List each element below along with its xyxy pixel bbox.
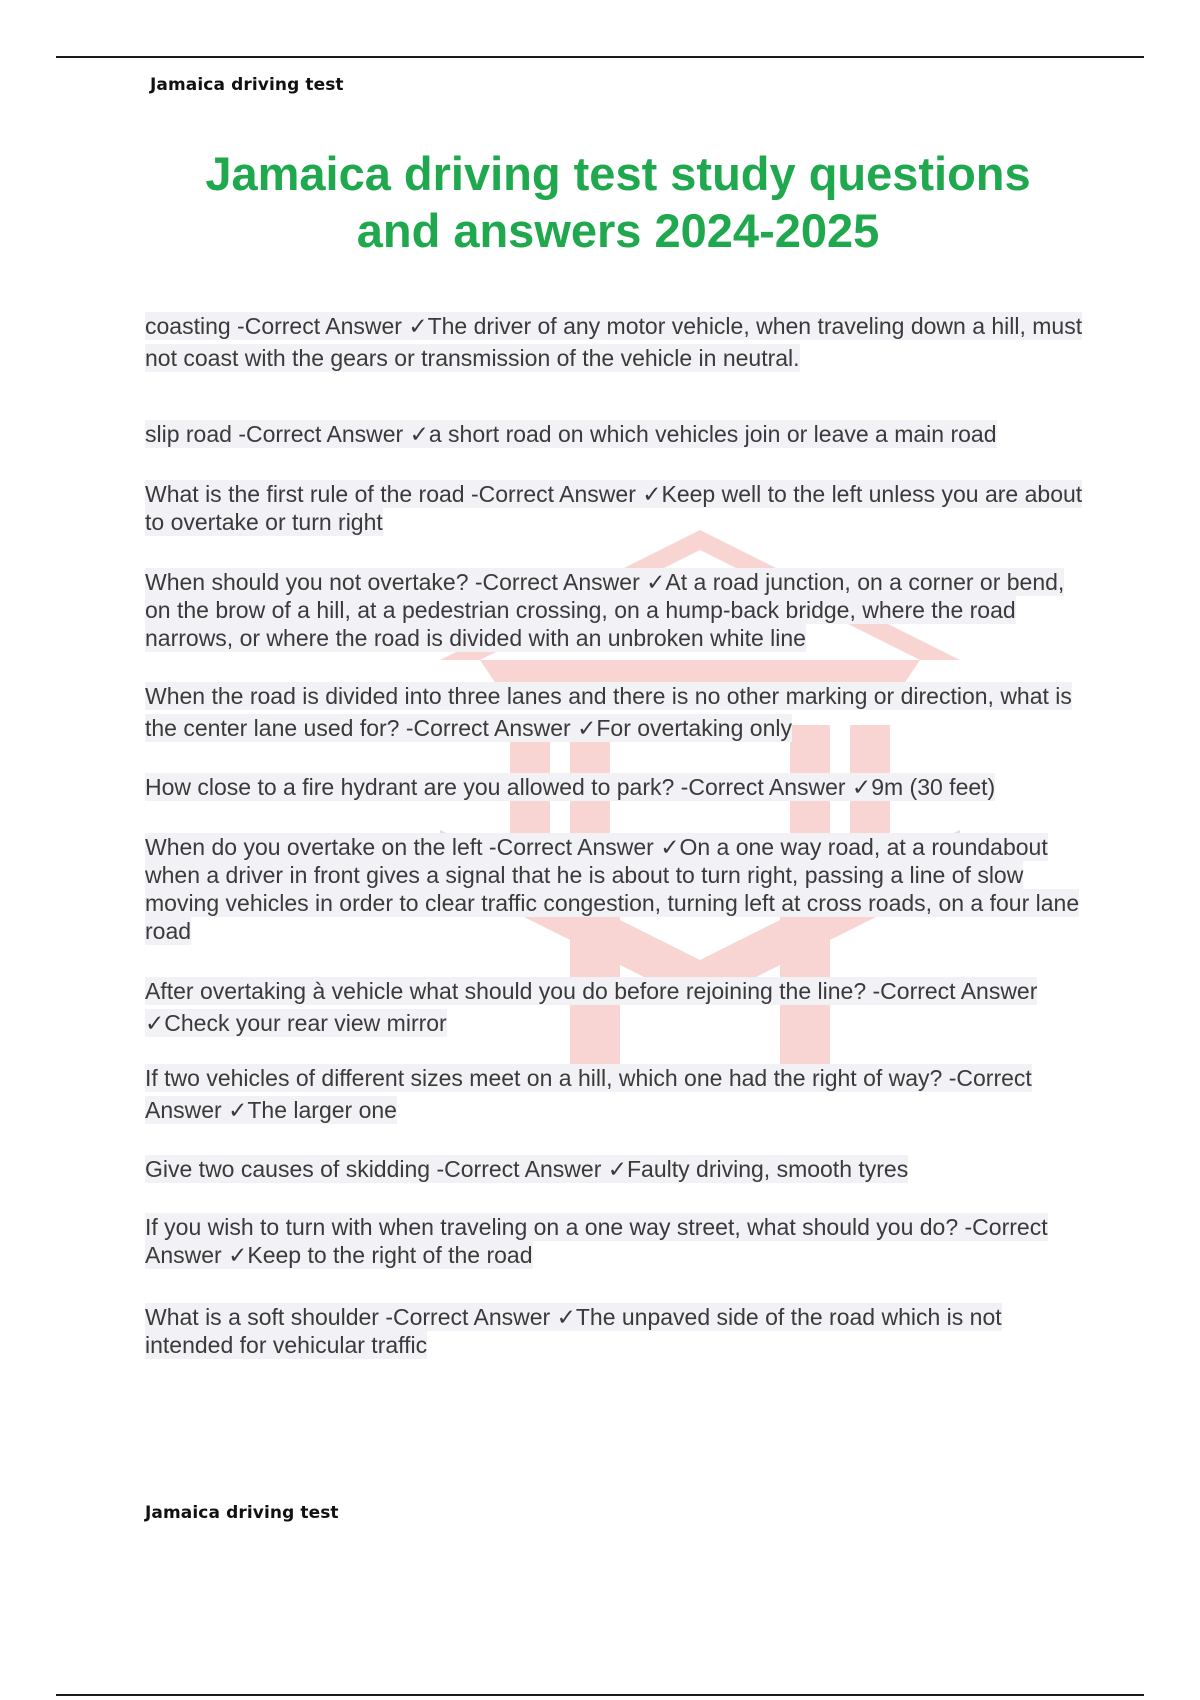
footer-running-head: Jamaica driving test [145,1503,339,1523]
qa-item [145,1155,1090,1183]
qa-text: When do you overtake on the left -Correct Answer ✓On a one way road, at a roundabout when a driver in front gives a signal that he is about to turn right, passing a line of slow moving vehicles in order to clear traffic congestion, turning left at cross roads, on a four lane road [145,834,1080,944]
qa-text: When should you not overtake? -Correct Answer ✓At a road junction, on a corner or bend, on the brow of a hill, at a pedestrian crossing, on a hump-back bridge, where the road narrows, or where the road is divided with an unbroken white line [145,569,1065,651]
qa-text: When the road is divided into three lanes and there is no other marking or direction, what is the center lane used for? -Correct Answer ✓For overtaking only [145,683,1072,741]
qa-text: slip road -Correct Answer ✓a short road on which vehicles join or leave a main road [145,421,997,447]
qa-item [145,310,1090,374]
qa-text: If you wish to turn with when traveling on a one way street, what should you do? -Correct Answer ✓Keep to the right of the road [145,1214,1048,1268]
qa-item [145,480,1090,536]
title-line-2: and answers 2024-2025 [356,204,880,257]
qa-item [145,1213,1090,1269]
qa-item [145,833,1090,945]
header-running-head: Jamaica driving test [150,75,344,95]
footer-rule [56,1694,1144,1696]
qa-item [145,420,1090,448]
qa-text: How close to a fire hydrant are you allowed to park? -Correct Answer ✓9m (30 feet) [145,774,996,800]
qa-text: Give two causes of skidding -Correct Answer ✓Faulty driving, smooth tyres [145,1156,909,1182]
qa-text: What is the first rule of the road -Correct Answer ✓Keep well to the left unless you are about to overtake or turn right [145,481,1083,535]
qa-text: What is a soft shoulder -Correct Answer ✓The unpaved side of the road which is not intended for vehicular traffic [145,1304,1002,1358]
document-title [150,145,1086,259]
qa-item [145,1062,1090,1126]
qa-item [145,1303,1090,1359]
qa-text: If two vehicles of different sizes meet on a hill, which one had the right of way? -Correct Answer ✓The larger one [145,1065,1032,1123]
qa-text: coasting -Correct Answer ✓The driver of any motor vehicle, when traveling down a hill, must not coast with the gears or transmission of the vehicle in neutral. [145,313,1083,371]
title-line-1: Jamaica driving test study questions [205,147,1031,200]
qa-item [145,975,1090,1039]
qa-item [145,773,1090,801]
qa-item [145,568,1090,652]
qa-item [145,680,1090,744]
qa-text: After overtaking à vehicle what should you do before rejoining the line? -Correct Answer ✓Check your rear view mirror [145,978,1038,1036]
header-rule [56,56,1144,58]
